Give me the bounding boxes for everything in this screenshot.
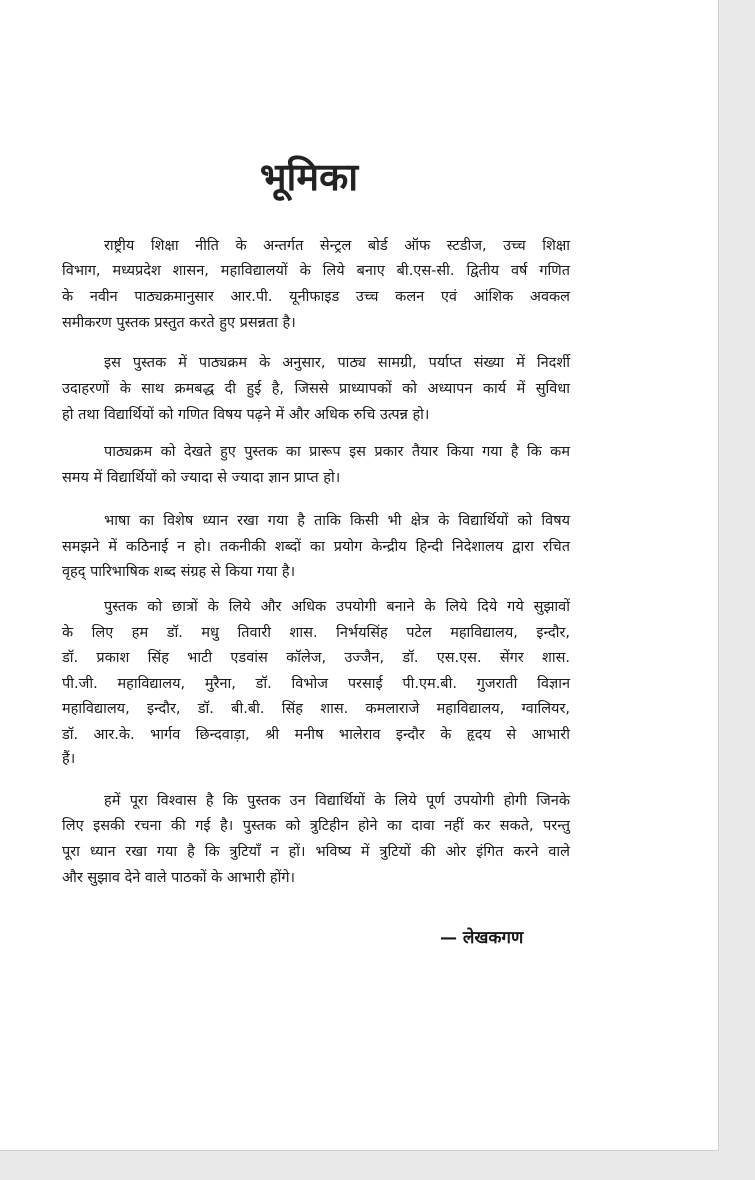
text-line: हैं। [62, 751, 76, 767]
text-line: और सुझाव देने वाले पाठकों के आभारी होंगे। [62, 870, 296, 886]
text-line: हमें पूरा विश्वास है कि पुस्तक उन विद्यार्थियों के लिये पूर्ण उपयोगी होगी जिनके [104, 793, 570, 809]
text-line: समय में विद्यार्थियों को ज्यादा से ज्यादा ज्ञान प्राप्त हो। [62, 470, 341, 486]
text-line: के लिए हम डॉ. मधु तिवारी शास. निर्भयसिंह पटेल महाविद्यालय, इन्दौर, [62, 625, 570, 641]
text-line: पूरा ध्यान रखा गया है कि त्रुटियाँ न हों। भविष्य में त्रुटियों की ओर इंगित करने वाले [62, 844, 570, 860]
text-line: के नवीन पाठ्यक्रमानुसार आर.पी. यूनीफाइड उच्च कलन एवं आंशिक अवकल [62, 289, 570, 305]
text-line: पी.जी. महाविद्यालय, मुरैना, डॉ. विभोज परसाई पी.एम.बी. गुजराती विज्ञान [62, 676, 570, 692]
text-line: इस पुस्तक में पाठ्यक्रम के अनुसार, पाठ्य सामग्री, पर्याप्त संख्या में निदर्शी [104, 355, 570, 371]
text-line: हो तथा विद्यार्थियों को गणित विषय पढ़ने में और अधिक रुचि उत्पन्न हो। [62, 407, 430, 423]
text-line: महाविद्यालय, इन्दौर, डॉ. बी.बी. सिंह शास. कमलाराजे महाविद्यालय, ग्वालियर, [62, 701, 570, 717]
text-line: डॉ. आर.के. भार्गव छिन्दवाड़ा, श्री मनीष भालेराव इन्दौर के हृदय से आभारी [62, 727, 570, 743]
text-line: भाषा का विशेष ध्यान रखा गया है ताकि किसी भी क्षेत्र के विद्यार्थियों को विषय [104, 513, 570, 529]
text-line: डॉ. प्रकाश सिंह भाटी एडवांस कॉलेज, उज्जैन, डॉ. एस.एस. सेंगर शास. [62, 650, 570, 666]
text-line: पुस्तक को छात्रों के लिये और अधिक उपयोगी बनाने के लिये दिये गये सुझावों [104, 599, 570, 615]
text-line: समझने में कठिनाई न हो। तकनीकी शब्दों का प्रयोग केन्द्रीय हिन्दी निदेशालय द्वारा रचित [62, 539, 570, 555]
text-line: पाठ्यक्रम को देखते हुए पुस्तक का प्रारूप इस प्रकार तैयार किया गया है कि कम [104, 444, 570, 460]
text-line: विभाग, मध्यप्रदेश शासन, महाविद्यालयों के लिये बनाए बी.एस-सी. द्वितीय वर्ष गणित [62, 263, 570, 279]
text-line: समीकरण पुस्तक प्रस्तुत करते हुए प्रसन्नता है। [62, 315, 296, 331]
signature: — लेखकगण [440, 928, 524, 948]
text-line: लिए इसकी रचना की गई है। पुस्तक को त्रुटिहीन होने का दावा नहीं कर सकते, परन्तु [62, 818, 570, 834]
text-line: वृहद् पारिभाषिक शब्द संग्रह से किया गया है। [62, 564, 296, 580]
text-line: राष्ट्रीय शिक्षा नीति के अन्तर्गत सेन्ट्रल बोर्ड ऑफ स्टडीज, उच्च शिक्षा [104, 238, 570, 254]
text-line: उदाहरणों के साथ क्रमबद्ध दी हुई है, जिससे प्राध्यापकों को अध्यापन कार्य में सुविधा [62, 381, 570, 397]
page-title: भूमिका [259, 155, 359, 199]
